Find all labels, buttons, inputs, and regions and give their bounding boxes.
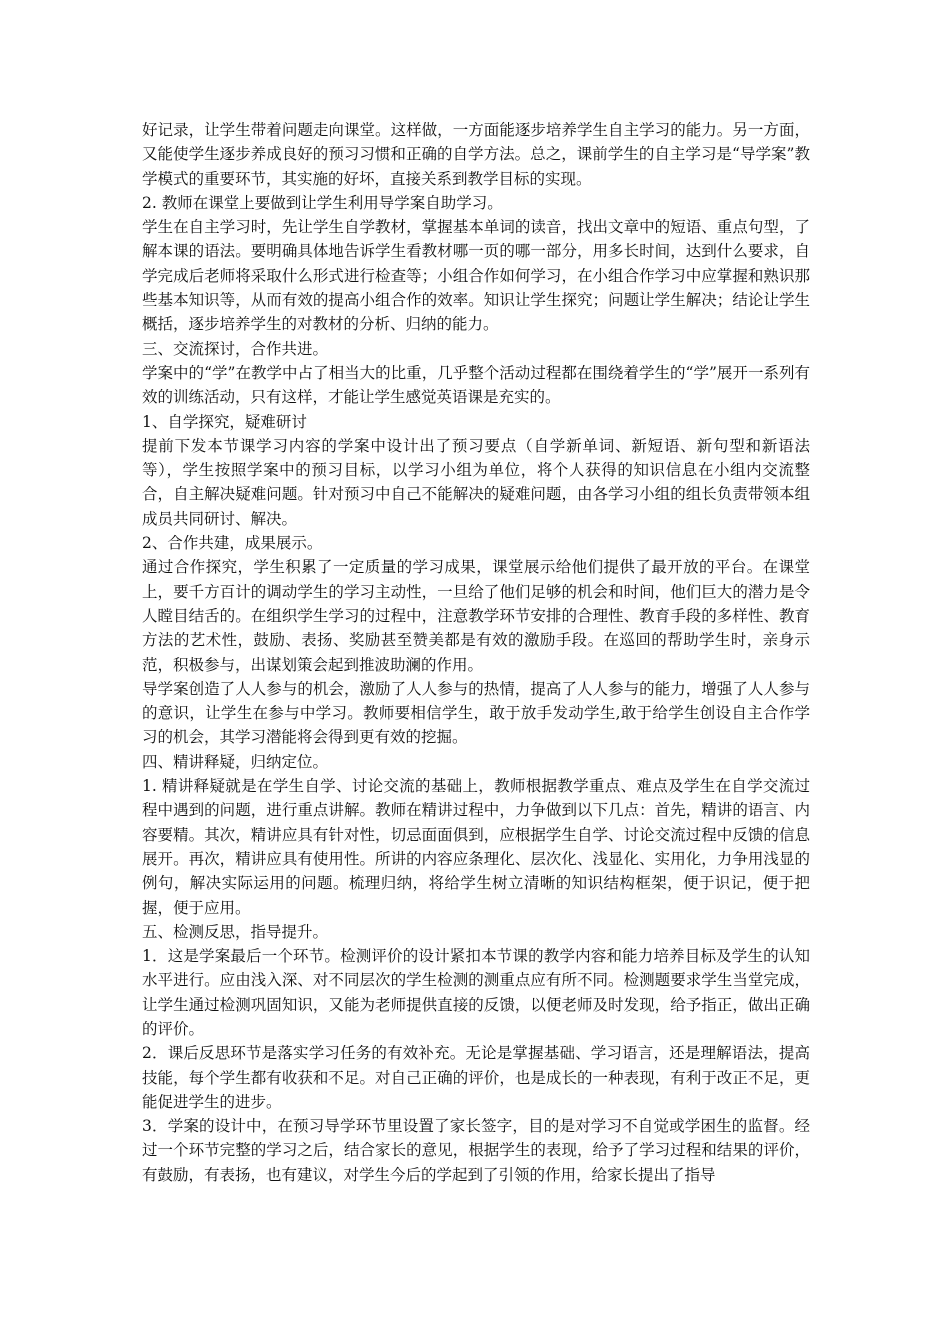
- section-heading-4: 四、精讲释疑，归纳定位。: [142, 752, 329, 771]
- paragraph-item-2-heading: 2. 教师在课堂上要做到让学生利用导学案自助学习。: [142, 193, 503, 212]
- paragraph-intro-continued: 好记录，让学生带着问题走向课堂。这样做，一方面能逐步培养学生自主学习的能力。另一方面，又能使学生逐步养成良好的预习习惯和正确的自学方法。总之，课前学生的自主学习是“导学案”教学模式的重要环节，其实施的好坏，直接关系到教学目标的实现。: [142, 121, 810, 188]
- subheading-3-1: 1、自学探究，疑难研讨: [142, 412, 307, 431]
- paragraph-learning-emphasis: 学案中的“学”在教学中占了相当大的比重，几乎整个活动过程都在围绕着学生的“学”展开一系列有效的训练活动，只有这样，才能让学生感觉英语课是充实的。: [142, 363, 810, 407]
- paragraph-preview-points: 提前下发本节课学习内容的学案中设计出了预习要点（自学新单词、新短语、新句型和新语法等），学生按照学案中的预习目标，以学习小组为单位，将个人获得的知识信息在小组内交流整合，自主解决疑难问题。针对预习中自己不能解决的疑难问题，由各学习小组的组长负责带领本组成员共同研讨、解决。: [142, 436, 810, 528]
- paragraph-self-study: 学生在自主学习时，先让学生自学教材，掌握基本单词的读音，找出文章中的短语、重点句型，了解本课的语法。要明确具体地告诉学生看教材哪一页的哪一部分，用多长时间，达到什么要求，自学完成后老师将采取什么形式进行检查等；小组合作如何学习，在小组合作学习中应掌握和熟识那些基本知识等，从而有效的提高小组合作的效率。知识让学生探究；问题让学生解决；结论让学生概括，逐步培养学生的对教材的分析、归纳的能力。: [142, 218, 810, 334]
- paragraph-reflection-2: 2．课后反思环节是落实学习任务的有效补充。无论是掌握基础、学习语言，还是理解语法，提高技能，每个学生都有收获和不足。对自己正确的评价，也是成长的一种表现，有利于改正不足，更能促进学生的进步。: [142, 1044, 810, 1111]
- paragraph-explanation: 1. 精讲释疑就是在学生自学、讨论交流的基础上，教师根据教学重点、难点及学生在自学交流过程中遇到的问题，进行重点讲解。教师在精讲过程中，力争做到以下几点：首先，精讲的语言、内容要精。其次，精讲应具有针对性，切忌面面俱到，应根据学生自学、讨论交流过程中反馈的信息展开。再次，精讲应具有使用性。所讲的内容应条理化、层次化、浅显化、实用化，力争用浅显的例句，解决实际运用的问题。梳理归纳，将给学生树立清晰的知识结构框架，便于识记，便于把握，便于应用。: [142, 777, 810, 917]
- document-body: [142, 118, 810, 1187]
- section-heading-3: 三、交流探讨，合作共进。: [142, 339, 329, 358]
- section-heading-5: 五、检测反思，指导提升。: [142, 922, 329, 941]
- paragraph-participation: 导学案创造了人人参与的机会，激励了人人参与的热情，提高了人人参与的能力，增强了人人参与的意识，让学生在参与中学习。教师要相信学生，敢于放手发动学生,敢于给学生创设自主合作学习的机会，其学习潜能将会得到更有效的挖掘。: [142, 679, 810, 747]
- paragraph-testing-1: 1．这是学案最后一个环节。检测评价的设计紧扣本节课的教学内容和能力培养目标及学生的认知水平进行。应由浅入深、对不同层次的学生检测的测重点应有所不同。检测题要求学生当堂完成，让学生通过检测巩固知识，又能为老师提供直接的反馈，以便老师及时发现，给予指正，做出正确的评价。: [142, 947, 810, 1038]
- paragraph-cooperation-results: 通过合作探究，学生积累了一定质量的学习成果，课堂展示给他们提供了最开放的平台。在课堂上，要千方百计的调动学生的学习主动性，一旦给了他们足够的机会和时间，他们巨大的潜力是令人瞠目结舌的。在组织学生学习的过程中，注意教学环节安排的合理性、教育手段的多样性、教育方法的艺术性，鼓励、表扬、奖励甚至赞美都是有效的激励手段。在巡回的帮助学生时，亲身示范，积极参与，出谋划策会起到推波助澜的作用。: [142, 558, 810, 674]
- subheading-3-2: 2、合作共建，成果展示。: [142, 534, 323, 553]
- paragraph-parent-signature-3: 3．学案的设计中，在预习导学环节里设置了家长签字，目的是对学习不自觉或学困生的监督。经过一个环节完整的学习之后，结合家长的意见，根据学生的表现，给予了学习过程和结果的评价，有鼓励，有表扬，也有建议，对学生今后的学起到了引领的作用，给家长提出了指导: [142, 1117, 810, 1184]
